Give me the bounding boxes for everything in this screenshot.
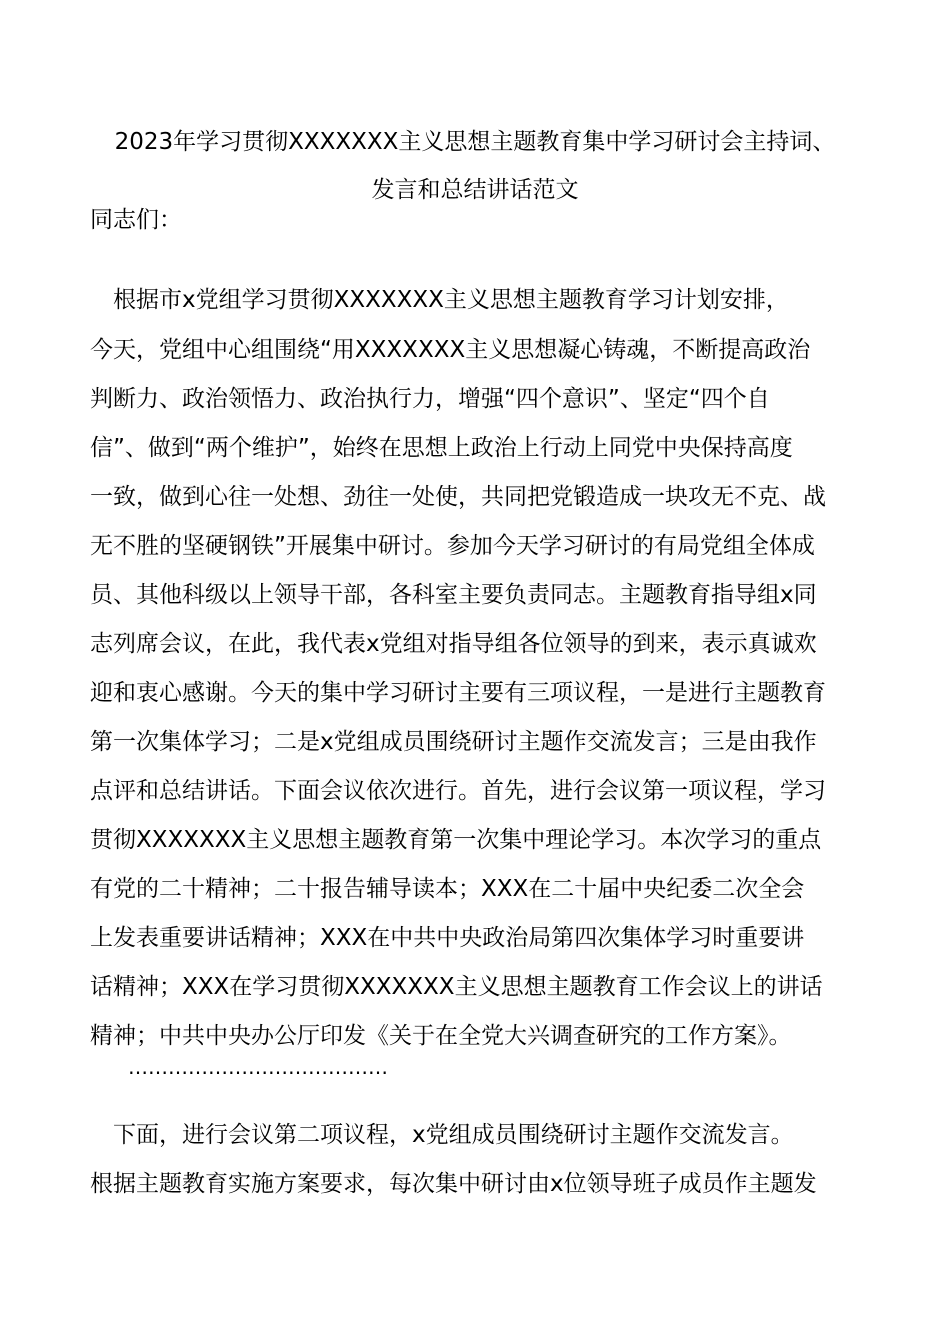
paragraph-line: 无不胜的坚硬钢铁”开展集中研讨。参加今天学习研讨的有局党组全体成 xyxy=(90,533,815,559)
paragraph-line: 今天，党组中心组围绕“用XXXXXXX主义思想凝心铸魂，不断提高政治 xyxy=(90,337,811,363)
paragraph-line: 第一次集体学习；二是x党组成员围绕研讨主题作交流发言；三是由我作 xyxy=(90,729,817,755)
paragraph-line: 有党的二十精神；二十报告辅导读本；XXX在二十届中央纪委二次全会 xyxy=(90,876,805,902)
paragraph-line: 一致，做到心往一处想、劲往一处使，共同把党锻造成一块攻无不克、战 xyxy=(90,484,826,510)
paragraph-line: 判断力、政治领悟力、政治执行力，增强“四个意识”、坚定“四个自 xyxy=(90,386,770,412)
paragraph-line: 员、其他科级以上领导干部，各科室主要负责同志。主题教育指导组x同 xyxy=(90,582,817,608)
paragraph-line: 话精神；XXX在学习贯彻XXXXXXX主义思想主题教育工作会议上的讲话 xyxy=(90,974,823,1000)
ellipsis-separator: ………………………………… xyxy=(128,1055,388,1079)
paragraph-line: 根据主题教育实施方案要求，每次集中研讨由x位领导班子成员作主题发 xyxy=(90,1171,817,1197)
paragraph-line: 上发表重要讲话精神；XXX在中共中央政治局第四次集体学习时重要讲 xyxy=(90,925,805,951)
salutation: 同志们： xyxy=(90,207,182,233)
paragraph-line: 下面，进行会议第二项议程，x党组成员围绕研讨主题作交流发言。 xyxy=(90,1122,794,1148)
title-line: 2023年学习贯彻XXXXXXX主义思想主题教育集中学习研讨会主持词、 xyxy=(114,129,836,155)
paragraph-line: 信”、做到“两个维护”，始终在思想上政治上行动上同党中央保持高度 xyxy=(90,435,793,461)
document-title xyxy=(90,118,860,214)
paragraph-line: 志列席会议，在此，我代表x党组对指导组各位领导的到来，表示真诚欢 xyxy=(90,631,817,657)
paragraph-line: 迎和衷心感谢。今天的集中学习研讨主要有三项议程，一是进行主题教育 xyxy=(90,680,826,706)
paragraph-line: 精神；中共中央办公厅印发《关于在全党大兴调查研究的工作方案》。 xyxy=(90,1023,792,1049)
paragraph-line: 根据市x党组学习贯彻XXXXXXX主义思想主题教育学习计划安排， xyxy=(90,287,789,313)
title-line: 发言和总结讲话范文 xyxy=(371,177,579,203)
paragraph-line: 贯彻XXXXXXX主义思想主题教育第一次集中理论学习。本次学习的重点 xyxy=(90,827,822,853)
paragraph-line: 点评和总结讲话。下面会议依次进行。首先，进行会议第一项议程，学习 xyxy=(90,778,826,804)
